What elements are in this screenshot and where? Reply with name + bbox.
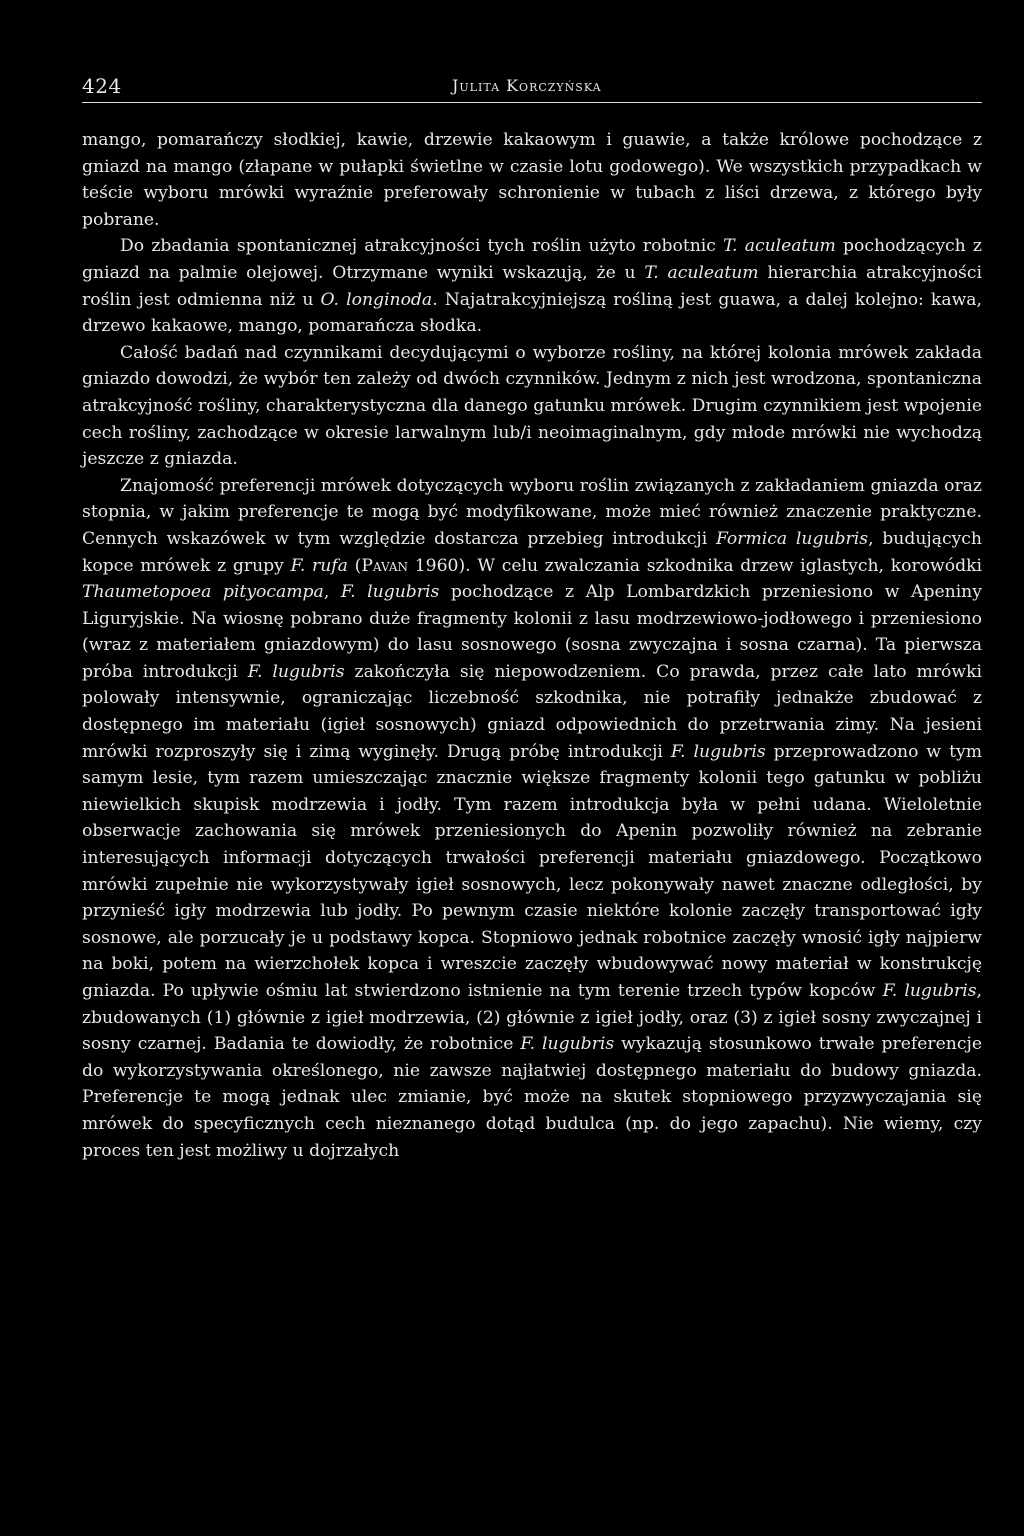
species-name: F. lugubris	[247, 661, 345, 682]
paragraph-4	[82, 473, 982, 1164]
text-run: zakończyła się niepowodzeniem. Co prawda, przez całe lato mrówki polowały intensywnie, ograniczając liczebność szkodnika, nie potrafiły jednakże zbudować z dostępnego im materiału (igieł sosnowych) gniazd odpowiednich do przetrwania zimy. Na jesieni mrówki rozproszyły się i zimą wyginęły. Drugą próbę introdukcji	[82, 661, 983, 762]
text-run: , zbudowanych (1) głównie z igieł modrzewia, (2) głównie z igieł jodły, oraz (3) z igieł sosny zwyczajnej i sosny czarnej. Badania te dowiodły, że robotnice	[82, 981, 982, 1055]
species-name: F. lugubris	[670, 741, 766, 762]
text-run: Całość badań nad czynnikami decydującymi o wyborze rośliny, na której kolonia mrówek zakłada gniazdo dowodzi, że wybór ten zależy od dwóch czynników. Jednym z nich jest wrodzona, spontaniczna atrakcyjność rośliny, charakterystyczna dla danego gatunku mrówek. Drugim czynnikiem jest wpojenie cech rośliny, zachodzące w okresie larwalnym lub/i neoimaginalnym, gdy młode mrówki nie wychodzą jeszcze z gniazda.	[82, 342, 982, 470]
species-name: F. lugubris	[520, 1034, 615, 1055]
text-run: hierarchia atrakcyjności roślin jest odmienna niż u	[82, 262, 983, 310]
text-run: pochodzące z Alp Lombardzkich przeniesiono w Apeniny Liguryjskie. Na wiosnę pobrano duże fragmenty kolonii z lasu modrzewiowo-jodłowego i przeniesiono (wraz z materiałem gniazdowym) do lasu sosnowego (sosna zwyczajna i sosna czarna). Ta pierwsza próba introdukcji	[82, 582, 982, 682]
text-run: 1960). W celu zwalczania szkodnika drzew iglastych, korowódki	[408, 555, 982, 576]
text-run: przeprowadzono w tym samym lesie, tym razem umieszczając znacznie większe fragmenty kolonii tego gatunku w pobliżu niewielkich skupisk modrzewia i jodły. Tym razem introdukcja była w pełni udana. Wieloletnie obserwacje zachowania się mrówek przeniesionych do Apenin pozwoliły również na zebranie interesujących informacji dotyczących trwałości preferencji materiału gniazdowego. Początkowo mrówki zupełnie nie wykorzystywały igieł sosnowych, lecz pokonywały nawet znaczne odległości, by przynieść igły modrzewia lub jodły. Po pewnym czasie niektóre kolonie zaczęły transportować igły sosnowe, ale porzucały je u podstawy kopca. Stopniowo jednak robotnice zaczęły wnosić igły najpierw na boki, potem na wierzchołek kopca i wreszcie zaczęły wbudowywać nowy materiał w konstrukcję gniazda. Po upływie ośmiu lat stwierdzono istnienie na tym terenie trzech typów kopców	[82, 741, 982, 1001]
paragraph-1	[82, 127, 982, 233]
text-run: mango, pomarańczy słodkiej, kawie, drzewie kakaowym i guawie, a także królowe pochodzące z gniazd na mango (złapane w pułapki świetlne w czasie lotu godowego). We wszystkich przypadkach w teście wyboru mrówki wyraźnie preferowały schronienie w tubach z liści drzewa, z którego były pobrane.	[82, 130, 982, 230]
species-name: T. aculeatum	[723, 236, 836, 257]
text-run: wykazują stosunkowo trwałe preferencje do wykorzystywania określonego, nie zawsze najłatwiej dostępnego materiału do budowy gniazda. Preferencje te mogą jednak ulec zmianie, być może na skutek stopniowego przyzwyczajania się mrówek do specyficznych cech nieznanego dotąd budulca (np. do jego zapachu). Nie wiemy, czy proces ten jest możliwy u dojrzałych	[82, 1034, 982, 1161]
text-run: Do zbadania spontanicznej atrakcyjności tych roślin użyto robotnic	[120, 236, 724, 257]
text-run: pochodzących z gniazd na palmie olejowej. Otrzymane wyniki wskazują, że u	[82, 236, 982, 283]
species-name: O. longinoda	[320, 289, 433, 310]
body-text	[82, 127, 982, 1164]
species-name: T. aculeatum	[644, 262, 759, 283]
text-run: Znajomość preferencji mrówek dotyczących wyboru roślin związanych z zakładaniem gniazda oraz stopnia, w jakim preferencje te mogą być modyfikowane, może mieć również znaczenie praktyczne. Cennych wskazówek w tym względzie dostarcza przebieg introdukcji	[82, 475, 982, 549]
running-title: Julita Korczyńska	[452, 76, 602, 95]
page-number: 424	[82, 74, 122, 98]
paragraph-2	[82, 233, 982, 339]
header-rule	[82, 102, 982, 103]
text-run: ,	[323, 582, 341, 603]
species-name: Thaumetopoea pityocampa	[82, 582, 324, 603]
paragraph-3	[82, 340, 982, 473]
citation-author: Pavan	[361, 555, 408, 576]
species-name: F. lugubris	[340, 582, 440, 603]
running-head	[82, 64, 982, 102]
species-name: Formica lugubris	[715, 528, 869, 549]
text-run: . Najatrakcyjniejszą rośliną jest guawa, a dalej kolejno: kawa, drzewo kakaowe, mango, pomarańcza słodka.	[82, 289, 982, 337]
species-name: F. rufa	[290, 555, 348, 576]
text-run: (	[347, 555, 362, 576]
text-run: , budujących kopce mrówek z grupy	[82, 528, 983, 576]
species-name: F. lugubris	[882, 981, 977, 1001]
